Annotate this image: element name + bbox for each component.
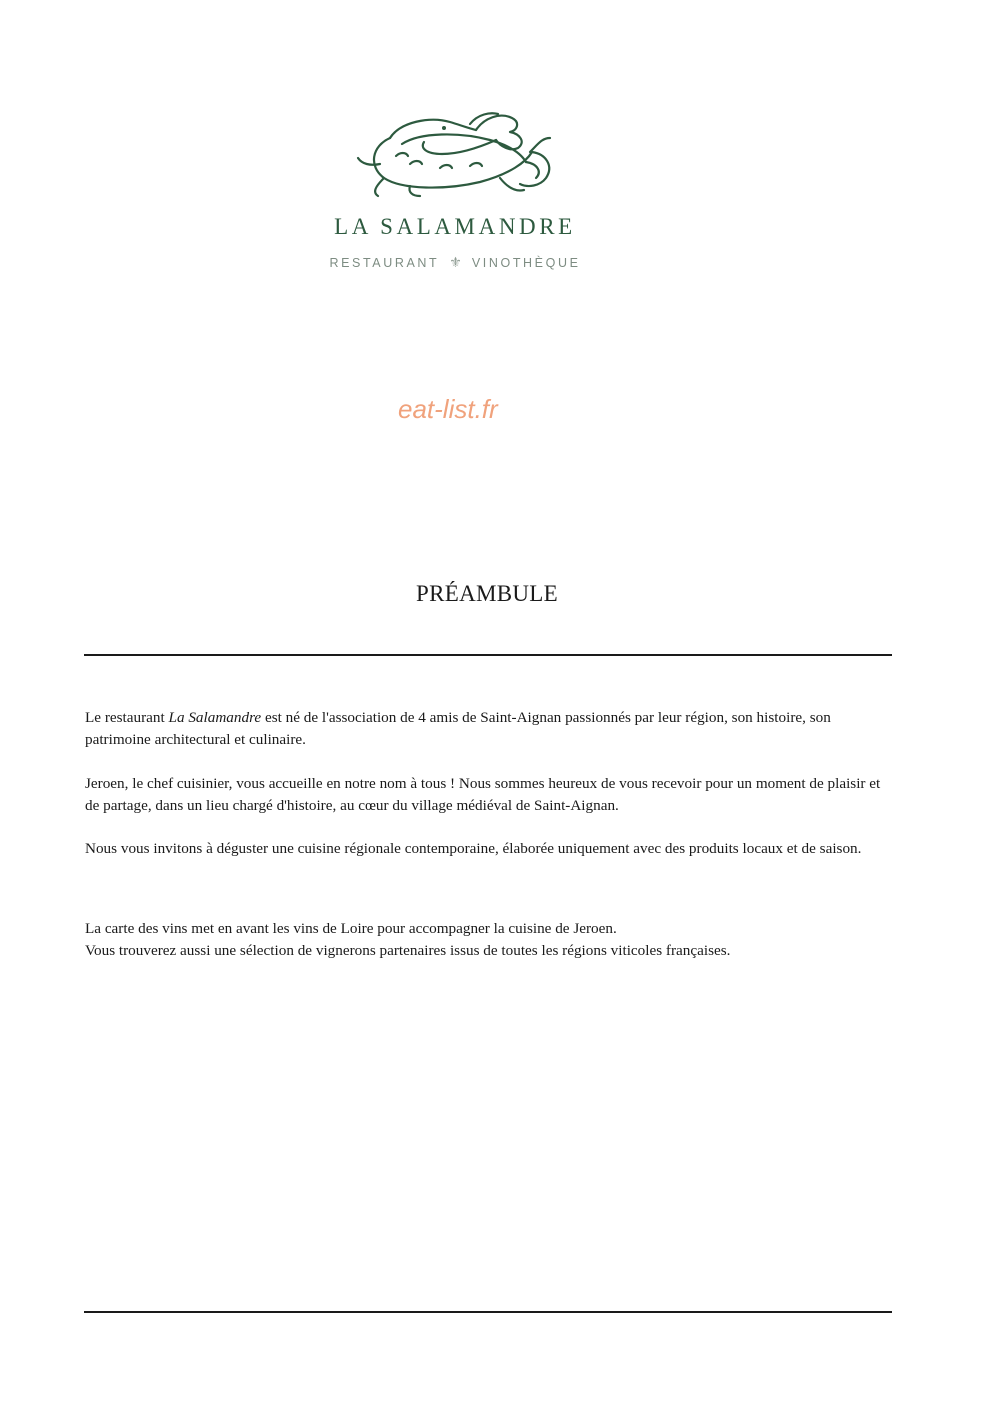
paragraph-wine: [85, 918, 885, 962]
brand-sub-vinotheque: VINOTHÈQUE: [471, 256, 581, 270]
top-divider: [84, 654, 892, 656]
brand-subtitle: [0, 254, 910, 271]
brand-name: LA SALAMANDRE: [334, 214, 576, 239]
section-title: PRÉAMBULE: [416, 581, 558, 606]
paragraph-chef: Jeroen, le chef cuisinier, vous accueille en notre nom à tous ! Nous sommes heureux de vous recevoir pour un moment de plaisir et de partage, dans un lieu chargé d'histoire, au cœur du village médiéval de Saint-Aignan.: [85, 775, 881, 814]
salamander-logo-icon: [350, 108, 565, 198]
paragraph-intro: [85, 707, 885, 751]
fleur-de-lis-icon: ⚜: [449, 254, 462, 270]
wine-line-1: La carte des vins met en avant les vins de Loire pour accompagner la cuisine de Jeroen.: [85, 920, 617, 937]
intro-text-start: Le restaurant: [85, 709, 169, 726]
paragraph-cuisine: Nous vous invitons à déguster une cuisine régionale contemporaine, élaborée uniquement avec des produits locaux et de saison.: [85, 840, 862, 857]
restaurant-name-italic: La Salamandre: [168, 709, 262, 726]
bottom-divider: [84, 1311, 892, 1313]
wine-line-2: Vous trouverez aussi une sélection de vignerons partenaires issus de toutes les régions viticoles françaises.: [85, 942, 731, 959]
watermark: eat-list.fr: [398, 394, 498, 424]
intro-text-end: est né de l'association de 4 amis de Saint-Aignan passionnés par leur région, son histoire, son patrimoine architectural et culinaire.: [85, 709, 831, 748]
brand-sub-restaurant: RESTAURANT: [329, 256, 440, 270]
